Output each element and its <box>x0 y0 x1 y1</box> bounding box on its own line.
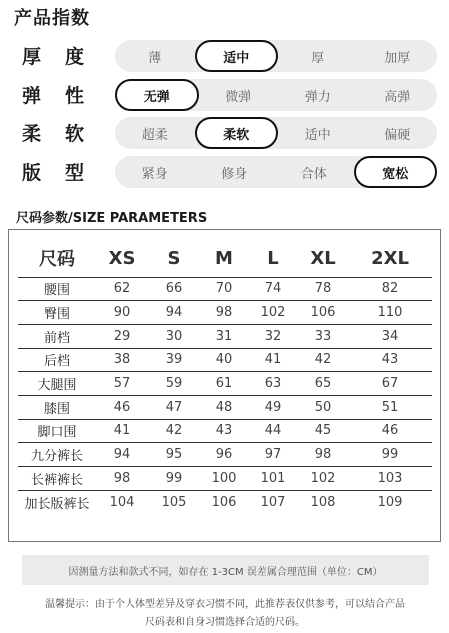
measurement-value: 40 <box>200 348 248 372</box>
measurement-name: 臀围 <box>18 301 96 325</box>
measurement-value: 46 <box>348 419 432 443</box>
measurement-value: 108 <box>310 494 336 510</box>
table-row <box>18 419 432 443</box>
measurement-value: 97 <box>248 443 298 467</box>
measurement-value: 94 <box>148 301 200 325</box>
size-header-cell: 2XL <box>348 240 432 277</box>
index-option: 超柔 <box>141 127 168 143</box>
measurement-value: 82 <box>348 277 432 301</box>
table-row <box>18 490 432 514</box>
measurement-value: 90 <box>96 301 148 325</box>
index-row-fit <box>0 156 449 188</box>
index-option: 加厚 <box>384 50 411 66</box>
index-label-char: 弹 <box>22 85 42 107</box>
measurement-name: 腰围 <box>18 277 96 301</box>
size-header-cell: L <box>248 240 298 277</box>
measurement-value: 94 <box>96 443 148 467</box>
measurement-value: 43 <box>200 419 248 443</box>
measurement-value: 49 <box>248 395 298 419</box>
index-row-softness <box>0 117 449 149</box>
index-scale-softness <box>115 117 437 149</box>
measurement-value: 48 <box>200 395 248 419</box>
measurement-value: 62 <box>96 277 148 301</box>
measurement-value: 99 <box>348 443 432 467</box>
index-label-char: 度 <box>64 46 84 68</box>
table-row <box>18 348 432 372</box>
measurement-value: 98 <box>200 301 248 325</box>
measurement-value: 41 <box>96 419 148 443</box>
measurement-value: 110 <box>348 301 432 325</box>
measurement-value: 42 <box>298 348 348 372</box>
measurement-note <box>22 555 429 585</box>
measurement-value: 51 <box>348 395 432 419</box>
measurement-value: 103 <box>348 467 432 491</box>
measurement-value: 98 <box>96 467 148 491</box>
index-option-selected: 宽松 <box>354 156 438 188</box>
size-header-cell: XS <box>96 240 148 277</box>
measurement-value: 38 <box>96 348 148 372</box>
measurement-value: 39 <box>148 348 200 372</box>
index-label-char: 软 <box>64 123 84 145</box>
measurement-value: 107 <box>260 494 286 510</box>
measurement-value: 78 <box>298 277 348 301</box>
measurement-value: 57 <box>96 372 148 396</box>
measurement-value: 29 <box>96 324 148 348</box>
index-label-char: 柔 <box>22 123 42 145</box>
measurement-value: 105 <box>161 494 187 510</box>
measurement-value: 70 <box>200 277 248 301</box>
table-row <box>18 277 432 301</box>
measurement-value: 67 <box>348 372 432 396</box>
size-table <box>18 240 432 514</box>
index-row-elasticity <box>0 79 449 111</box>
measurement-value: 50 <box>298 395 348 419</box>
index-scale-thickness <box>115 40 437 72</box>
index-option: 紧身 <box>141 166 168 182</box>
table-row <box>18 467 432 491</box>
measurement-value: 61 <box>200 372 248 396</box>
product-index-title: 产品指数 <box>14 8 90 29</box>
measurement-name: 膝围 <box>18 395 96 419</box>
measurement-value: 34 <box>348 324 432 348</box>
table-row <box>18 443 432 467</box>
size-table-header <box>18 240 432 277</box>
measurement-value: 33 <box>298 324 348 348</box>
measurement-value: 46 <box>96 395 148 419</box>
measurement-value: 31 <box>200 324 248 348</box>
index-option: 偏硬 <box>384 127 411 143</box>
index-option-selected: 无弹 <box>115 79 199 111</box>
size-header-cell: S <box>148 240 200 277</box>
index-label-fit <box>22 158 84 185</box>
measurement-value: 32 <box>248 324 298 348</box>
index-option: 适中 <box>304 127 331 143</box>
measurement-value: 102 <box>248 301 298 325</box>
index-option: 厚 <box>311 50 325 66</box>
measurement-value: 106 <box>298 301 348 325</box>
index-option-selected: 柔软 <box>195 117 279 149</box>
measurement-value: 100 <box>200 467 248 491</box>
index-option-selected: 适中 <box>195 40 279 72</box>
size-header-cell: M <box>200 240 248 277</box>
index-label-softness <box>22 119 84 146</box>
index-label-char: 性 <box>64 85 84 107</box>
measurement-name: 后档 <box>18 348 96 372</box>
measurement-value: 102 <box>298 467 348 491</box>
measurement-value: 65 <box>298 372 348 396</box>
measurement-value: 74 <box>248 277 298 301</box>
table-row <box>18 301 432 325</box>
measurement-value: 96 <box>200 443 248 467</box>
size-header-cell: XL <box>298 240 348 277</box>
index-option: 高弹 <box>384 89 411 105</box>
index-scale-fit <box>115 156 437 188</box>
measurement-value: 47 <box>148 395 200 419</box>
table-row <box>18 324 432 348</box>
measurement-value: 95 <box>148 443 200 467</box>
measurement-value: 45 <box>298 419 348 443</box>
index-scale-elasticity <box>115 79 437 111</box>
size-table-frame <box>8 229 441 542</box>
measurement-name: 前档 <box>18 324 96 348</box>
measurement-value: 66 <box>148 277 200 301</box>
measurement-value: 59 <box>148 372 200 396</box>
index-label-elasticity <box>22 81 84 108</box>
index-option: 合体 <box>300 166 327 182</box>
table-row <box>18 395 432 419</box>
warm-tips-line-1: 温馨提示：由于个人体型差异及穿衣习惯不同，此推荐表仅供参考，可以结合产品 <box>45 599 405 610</box>
measurement-value: 101 <box>248 467 298 491</box>
index-option: 微弹 <box>225 89 252 105</box>
size-header-label: 尺码 <box>18 240 96 277</box>
warm-tips-line-2: 尺码表和自身习惯选择合适的尺码。 <box>145 617 305 628</box>
measurement-value: 98 <box>298 443 348 467</box>
index-label-char: 型 <box>64 162 84 184</box>
size-parameters-title: 尺码参数/SIZE PARAMETERS <box>16 211 208 226</box>
measurement-value: 106 <box>211 494 237 510</box>
index-row-thickness <box>0 40 449 72</box>
measurement-name: 九分裤长 <box>18 443 96 467</box>
measurement-value: 99 <box>148 467 200 491</box>
measurement-value: 42 <box>148 419 200 443</box>
measurement-value: 44 <box>248 419 298 443</box>
index-label-char: 厚 <box>22 46 42 68</box>
index-label-char: 版 <box>22 162 42 184</box>
measurement-value: 41 <box>248 348 298 372</box>
measurement-value: 43 <box>348 348 432 372</box>
measurement-name: 大腿围 <box>18 372 96 396</box>
measurement-note-text: 因测量方法和款式不同，如存在 1-3CM 误差属合理范围（单位：CM） <box>68 566 383 578</box>
index-option: 修身 <box>221 166 248 182</box>
measurement-value: 109 <box>377 494 403 510</box>
index-label-thickness <box>22 42 84 69</box>
measurement-name: 脚口围 <box>18 419 96 443</box>
measurement-name: 加长版裤长 <box>24 496 90 512</box>
measurement-value: 30 <box>148 324 200 348</box>
measurement-name: 长裤裤长 <box>18 467 96 491</box>
table-row <box>18 372 432 396</box>
measurement-value: 63 <box>248 372 298 396</box>
index-option: 弹力 <box>304 89 331 105</box>
warm-tips <box>20 596 430 632</box>
measurement-value: 104 <box>109 494 135 510</box>
index-option: 薄 <box>148 50 162 66</box>
